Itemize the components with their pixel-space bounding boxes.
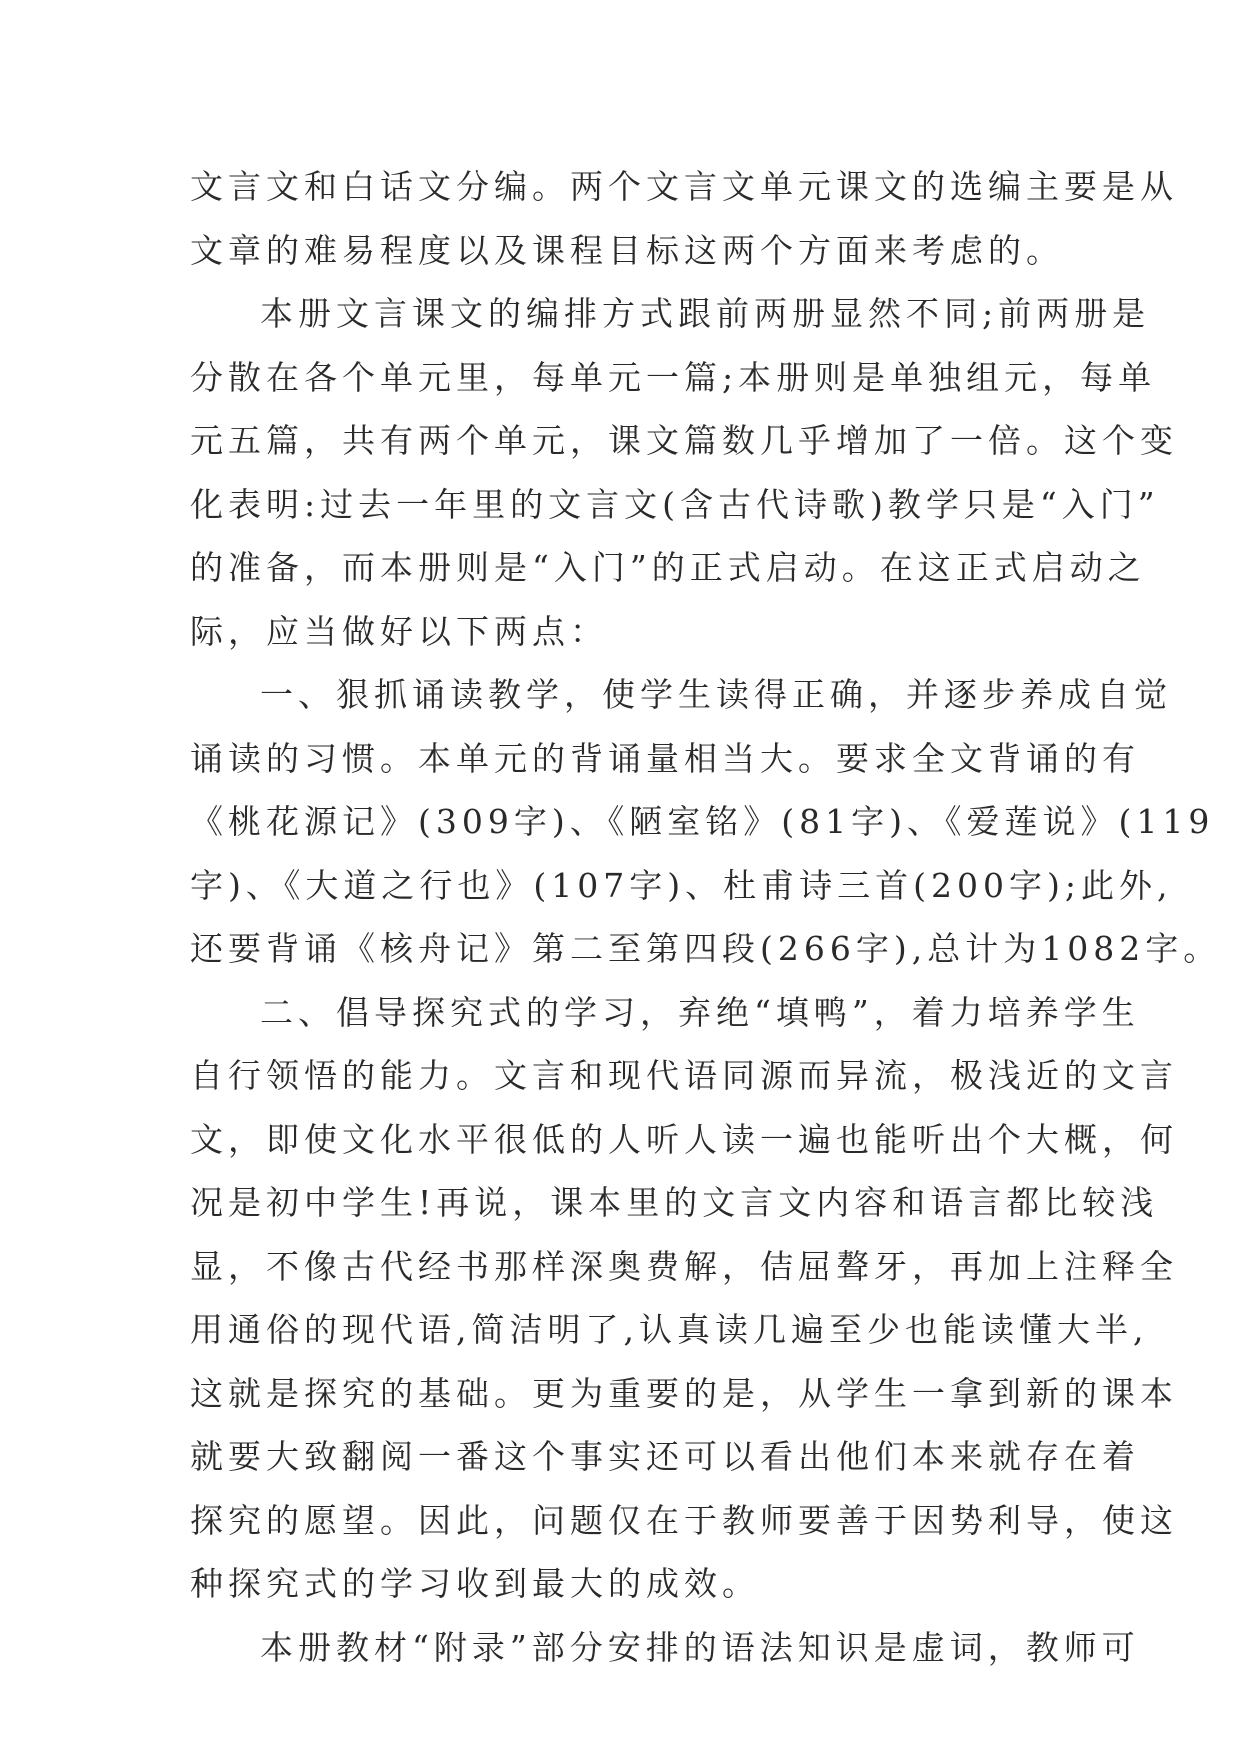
text-line: 用通俗的现代语,简洁明了,认真读几遍至少也能读懂大半, [190, 1310, 1149, 1349]
text-line: 文章的难易程度以及课程目标这两个方面来考虑的。 [190, 230, 1064, 270]
text-line: 二、倡导探究式的学习，弃绝“填鸭”，着力培养学生 [260, 992, 1140, 1032]
text-line: 化表明:过去一年里的文言文(含古代诗歌)教学只是“入门” [190, 484, 1160, 524]
text-line: 分散在各个单元里，每单元一篇;本册则是单独组元，每单 [190, 357, 1157, 397]
text-line: 元五篇，共有两个单元，课文篇数几乎增加了一倍。这个变 [190, 421, 1178, 460]
text-line: 自行领悟的能力。文言和现代语同源而异流，极浅近的文言 [190, 1056, 1178, 1095]
text-line: 文，即使文化水平很低的人听人读一遍也能听出个大概，何 [190, 1119, 1178, 1159]
text-line: 种探究式的学习收到最大的成效。 [190, 1564, 760, 1603]
text-line: 本册教材“附录”部分安排的语法知识是虚词，教师可 [260, 1627, 1140, 1667]
text-line: 《桃花源记》(309字)、《陋室铭》(81字)、《爱莲说》(119 [190, 802, 1215, 841]
text-line: 这就是探究的基础。更为重要的是，从学生一拿到新的课本 [190, 1373, 1178, 1413]
text-line: 一、狠抓诵读教学，使学生读得正确，并逐步养成自觉 [260, 675, 1172, 714]
text-line: 字)、《大道之行也》(107字)、杜甫诗三首(200字);此外, [190, 865, 1173, 905]
text-line: 诵读的习惯。本单元的背诵量相当大。要求全文背诵的有 [190, 738, 1140, 778]
text-line: 文言文和白话文分编。两个文言文单元课文的选编主要是从 [190, 167, 1178, 206]
text-line: 显，不像古代经书那样深奥费解，佶屈聱牙，再加上注释全 [190, 1246, 1178, 1286]
text-line: 况是初中学生!再说，课本里的文言文内容和语言都比较浅 [190, 1183, 1159, 1222]
text-line: 际，应当做好以下两点： [190, 611, 608, 651]
text-line: 的准备，而本册则是“入门”的正式启动。在这正式启动之 [190, 548, 1146, 587]
text-line: 就要大致翻阅一番这个事实还可以看出他们本来就存在着 [190, 1437, 1140, 1476]
body-text [190, 155, 1222, 1679]
text-line: 还要背诵《核舟记》第二至第四段(266字),总计为1082字。 [190, 929, 1222, 968]
text-line: 探究的愿望。因此，问题仅在于教师要善于因势利导，使这 [190, 1500, 1178, 1540]
text-line: 本册文言课文的编排方式跟前两册显然不同;前两册是 [260, 294, 1151, 333]
